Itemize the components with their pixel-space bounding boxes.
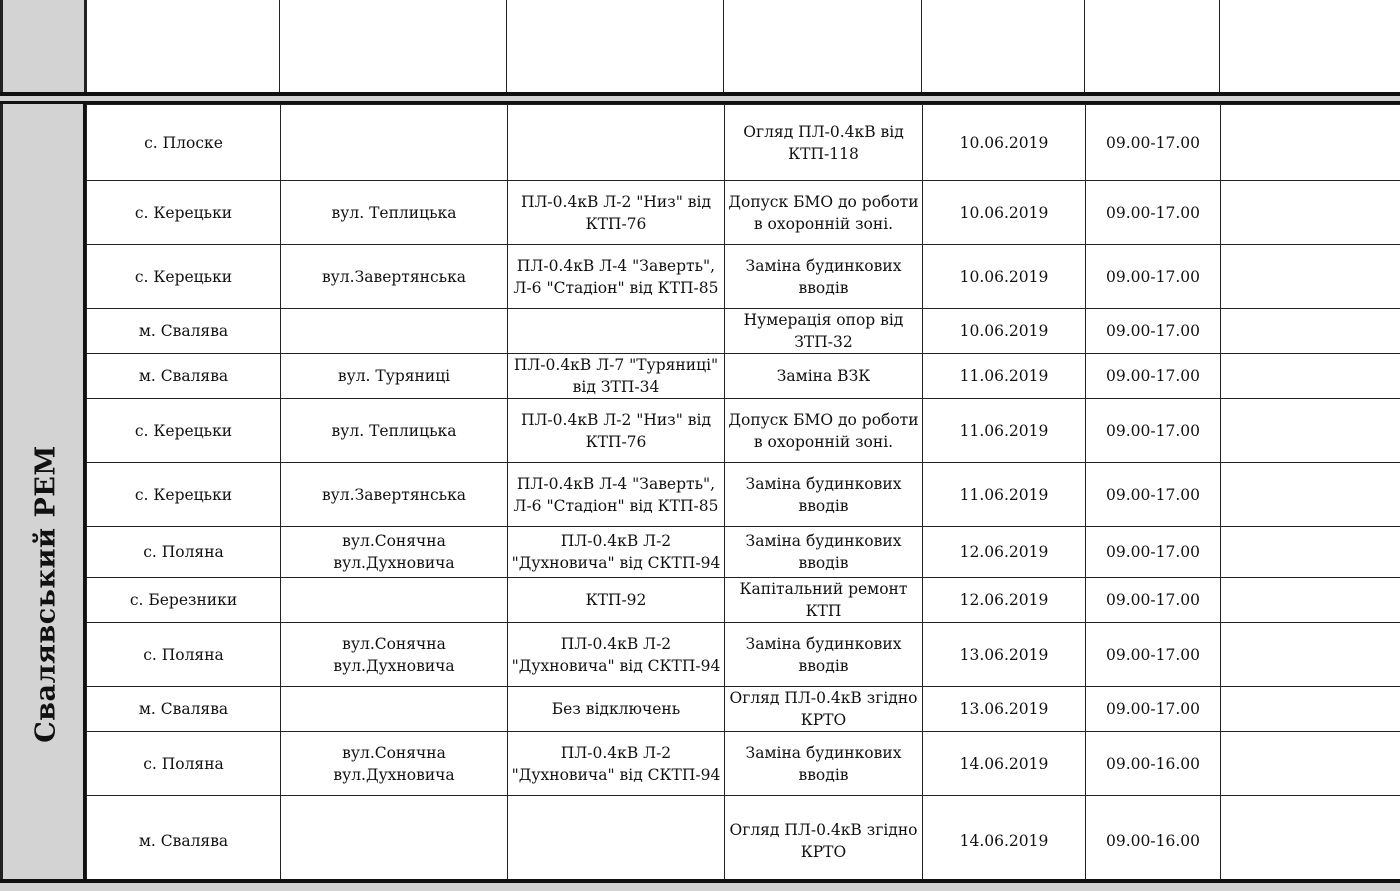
line-cell — [508, 796, 725, 886]
table-row — [87, 245, 1400, 309]
grid-line — [921, 0, 922, 92]
time-cell: 09.00-17.00 — [1086, 578, 1221, 623]
street-cell: вул.Сонячна вул.Духновича — [281, 732, 508, 796]
date-cell: 13.06.2019 — [923, 623, 1086, 687]
note-cell — [1221, 309, 1400, 354]
grid-line — [1219, 0, 1220, 92]
time-cell: 09.00-17.00 — [1086, 309, 1221, 354]
work-cell: Огляд ПЛ-0.4кВ від КТП-118 — [725, 105, 923, 181]
work-cell: Заміна будинкових вводів — [725, 245, 923, 309]
grid-line — [506, 0, 507, 92]
table-row — [87, 309, 1400, 354]
work-cell: Заміна будинкових вводів — [725, 623, 923, 687]
section-title: Свалявський РЕМ — [30, 445, 62, 743]
street-cell — [281, 578, 508, 623]
line-cell: ПЛ-0.4кВ Л-2 "Духновича" від СКТП-94 — [508, 623, 725, 687]
note-cell — [1221, 687, 1400, 732]
settlement-cell: с. Плоске — [87, 105, 281, 181]
settlement-cell: с. Керецьки — [87, 463, 281, 527]
table-row — [87, 463, 1400, 527]
table-row — [87, 527, 1400, 578]
time-cell: 09.00-17.00 — [1086, 687, 1221, 732]
date-cell: 14.06.2019 — [923, 796, 1086, 886]
table-row — [87, 105, 1400, 181]
line-cell — [508, 105, 725, 181]
work-cell: Заміна будинкових вводів — [725, 463, 923, 527]
time-cell: 09.00-17.00 — [1086, 399, 1221, 463]
line-cell: ПЛ-0.4кВ Л-2 "Духновича" від СКТП-94 — [508, 732, 725, 796]
note-cell — [1221, 245, 1400, 309]
table-row — [87, 578, 1400, 623]
grid-line — [1084, 0, 1085, 92]
line-cell — [508, 309, 725, 354]
grid-line — [84, 0, 87, 92]
street-cell: вул.Сонячна вул.Духновича — [281, 623, 508, 687]
note-cell — [1221, 105, 1400, 181]
outage-schedule-table — [86, 104, 1400, 886]
note-cell — [1221, 578, 1400, 623]
line-cell: КТП-92 — [508, 578, 725, 623]
previous-section-sidebar — [0, 0, 84, 92]
date-cell: 12.06.2019 — [923, 527, 1086, 578]
street-cell — [281, 309, 508, 354]
time-cell: 09.00-17.00 — [1086, 245, 1221, 309]
table-row — [87, 399, 1400, 463]
line-cell: ПЛ-0.4кВ Л-2 "Низ" від КТП-76 — [508, 181, 725, 245]
note-cell — [1221, 463, 1400, 527]
previous-section-row — [0, 0, 1400, 92]
section-separator — [0, 92, 1400, 104]
table-row — [87, 687, 1400, 732]
grid-line — [279, 0, 280, 92]
settlement-cell: с. Поляна — [87, 527, 281, 578]
settlement-cell: с. Керецьки — [87, 399, 281, 463]
line-cell: ПЛ-0.4кВ Л-4 "Заверть", Л-6 "Стадіон" від КТП-85 — [508, 245, 725, 309]
work-cell: Нумерація опор від ЗТП-32 — [725, 309, 923, 354]
time-cell: 09.00-17.00 — [1086, 105, 1221, 181]
note-cell — [1221, 527, 1400, 578]
street-cell — [281, 687, 508, 732]
table-row — [87, 623, 1400, 687]
street-cell: вул. Теплицька — [281, 399, 508, 463]
street-cell: вул.Завертянська — [281, 245, 508, 309]
table-row — [87, 354, 1400, 399]
work-cell: Огляд ПЛ-0.4кВ згідно КРТО — [725, 687, 923, 732]
work-cell: Допуск БМО до роботи в охоронній зоні. — [725, 399, 923, 463]
street-cell: вул. Теплицька — [281, 181, 508, 245]
date-cell: 11.06.2019 — [923, 463, 1086, 527]
work-cell: Допуск БМО до роботи в охоронній зоні. — [725, 181, 923, 245]
street-cell — [281, 105, 508, 181]
street-cell — [281, 796, 508, 886]
date-cell: 14.06.2019 — [923, 732, 1086, 796]
street-cell: вул. Туряниці — [281, 354, 508, 399]
table-row — [87, 796, 1400, 886]
settlement-cell: м. Свалява — [87, 796, 281, 886]
note-cell — [1221, 732, 1400, 796]
line-cell: ПЛ-0.4кВ Л-2 "Низ" від КТП-76 — [508, 399, 725, 463]
time-cell: 09.00-17.00 — [1086, 623, 1221, 687]
work-cell: Заміна будинкових вводів — [725, 732, 923, 796]
street-cell: вул.Завертянська — [281, 463, 508, 527]
settlement-cell: м. Свалява — [87, 354, 281, 399]
work-cell: Огляд ПЛ-0.4кВ згідно КРТО — [725, 796, 923, 886]
note-cell — [1221, 354, 1400, 399]
work-cell: Заміна будинкових вводів — [725, 527, 923, 578]
time-cell: 09.00-17.00 — [1086, 463, 1221, 527]
table-row — [87, 181, 1400, 245]
date-cell: 10.06.2019 — [923, 105, 1086, 181]
grid-line — [723, 0, 724, 92]
settlement-cell: м. Свалява — [87, 309, 281, 354]
time-cell: 09.00-17.00 — [1086, 181, 1221, 245]
section-separator-bottom — [0, 879, 1400, 891]
line-cell: Без відключень — [508, 687, 725, 732]
note-cell — [1221, 399, 1400, 463]
date-cell: 11.06.2019 — [923, 354, 1086, 399]
date-cell: 13.06.2019 — [923, 687, 1086, 732]
settlement-cell: с. Керецьки — [87, 245, 281, 309]
time-cell: 09.00-17.00 — [1086, 527, 1221, 578]
line-cell: ПЛ-0.4кВ Л-4 "Заверть", Л-6 "Стадіон" від КТП-85 — [508, 463, 725, 527]
work-cell: Капітальний ремонт КТП — [725, 578, 923, 623]
time-cell: 09.00-16.00 — [1086, 732, 1221, 796]
date-cell: 12.06.2019 — [923, 578, 1086, 623]
settlement-cell: с. Поляна — [87, 732, 281, 796]
settlement-cell: с. Керецьки — [87, 181, 281, 245]
date-cell: 10.06.2019 — [923, 309, 1086, 354]
note-cell — [1221, 623, 1400, 687]
time-cell: 09.00-16.00 — [1086, 796, 1221, 886]
line-cell: ПЛ-0.4кВ Л-7 "Туряниці" від ЗТП-34 — [508, 354, 725, 399]
settlement-cell: с. Березники — [87, 578, 281, 623]
street-cell: вул.Сонячна вул.Духновича — [281, 527, 508, 578]
note-cell — [1221, 181, 1400, 245]
date-cell: 10.06.2019 — [923, 181, 1086, 245]
settlement-cell: с. Поляна — [87, 623, 281, 687]
table-row — [87, 732, 1400, 796]
note-cell — [1221, 796, 1400, 886]
work-cell: Заміна ВЗК — [725, 354, 923, 399]
line-cell: ПЛ-0.4кВ Л-2 "Духновича" від СКТП-94 — [508, 527, 725, 578]
section-sidebar — [0, 104, 86, 879]
date-cell: 10.06.2019 — [923, 245, 1086, 309]
settlement-cell: м. Свалява — [87, 687, 281, 732]
time-cell: 09.00-17.00 — [1086, 354, 1221, 399]
date-cell: 11.06.2019 — [923, 399, 1086, 463]
